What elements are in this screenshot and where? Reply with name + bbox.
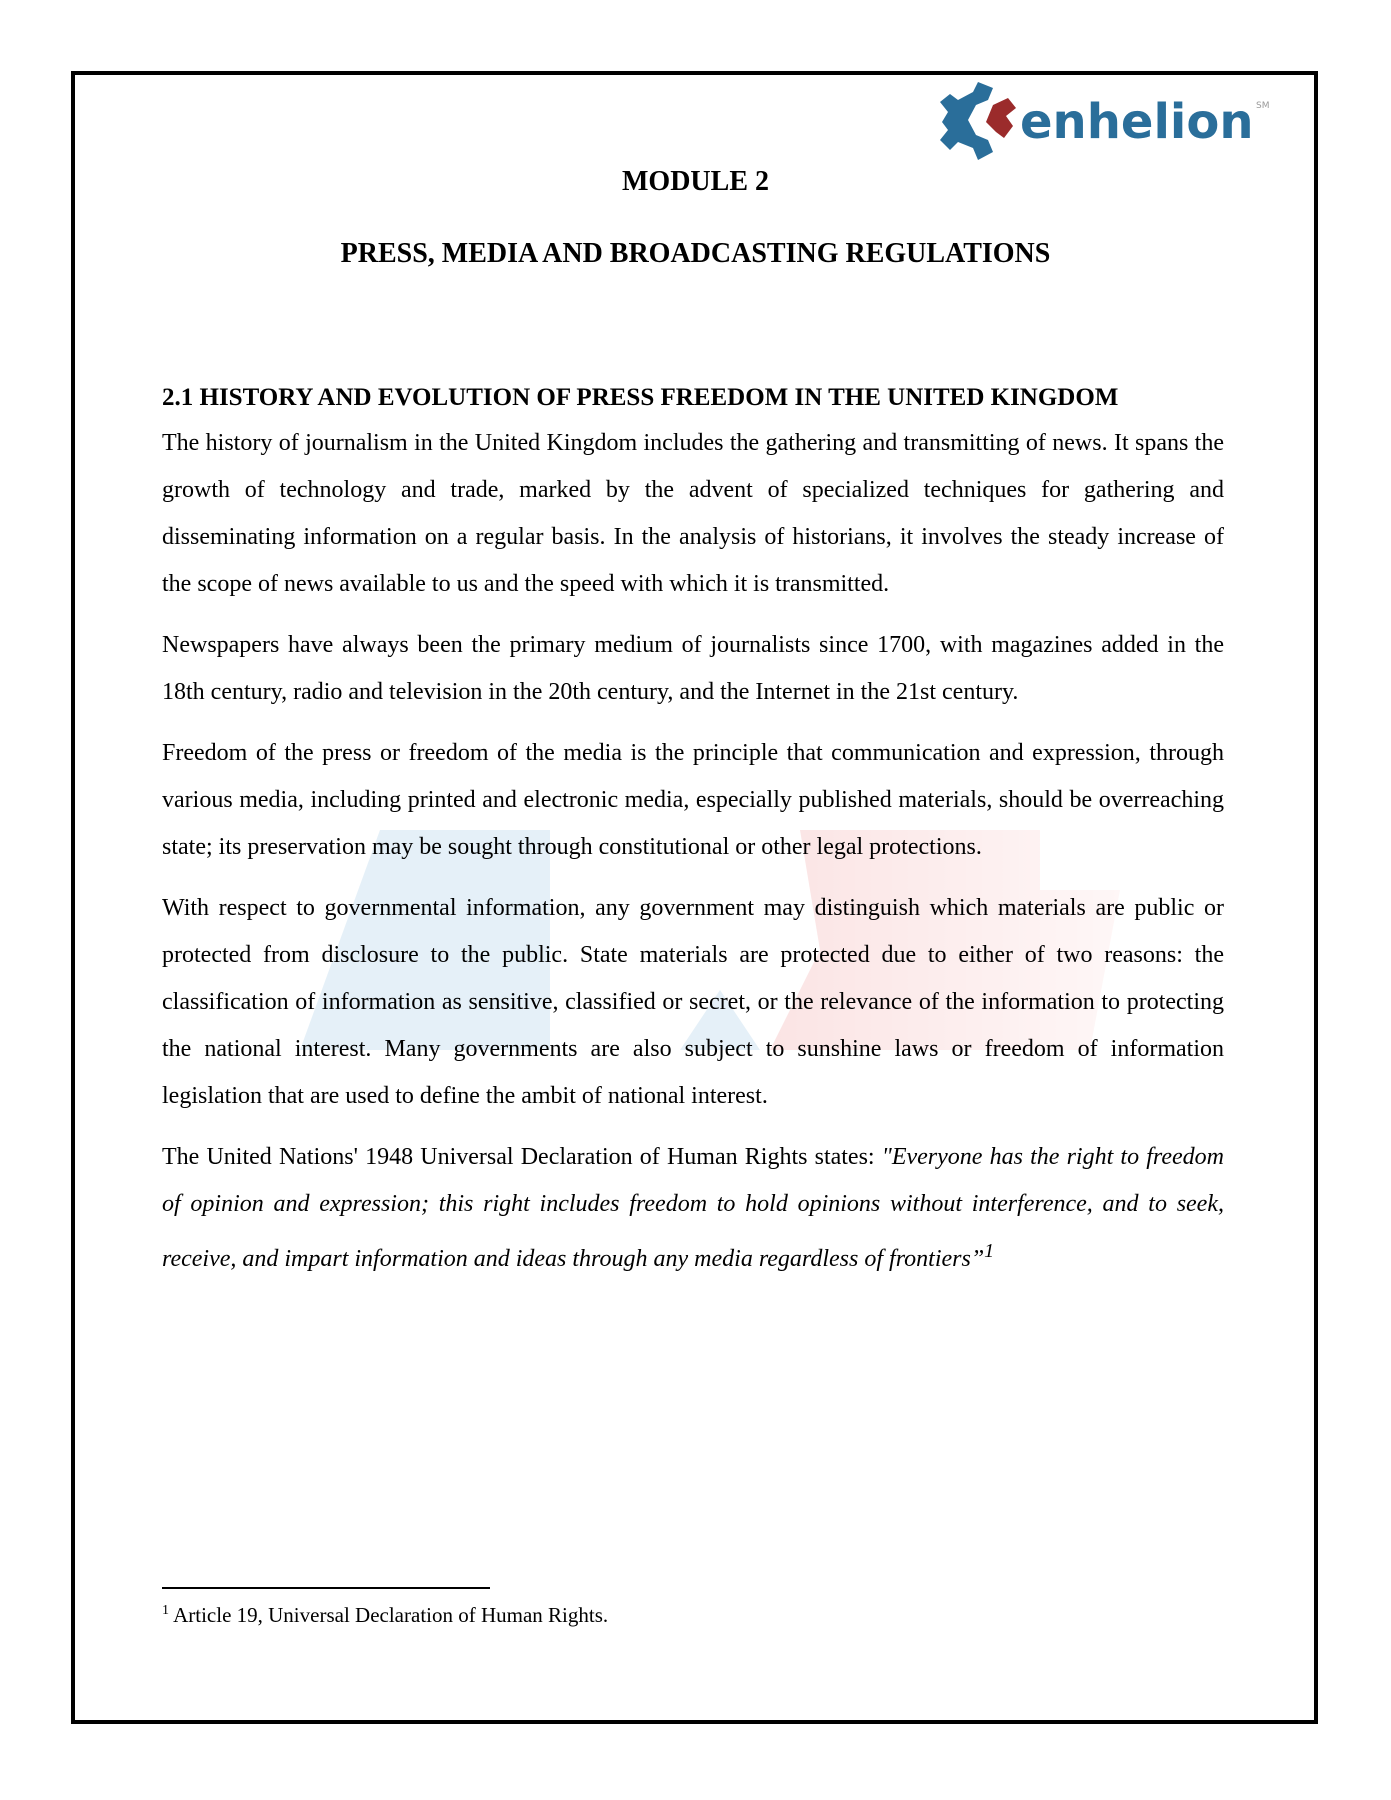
quote-lead: The United Nations' 1948 Universal Declaration of Human Rights states: — [162, 1144, 882, 1170]
svg-text:SM: SM — [1256, 101, 1270, 111]
footnote-ref[interactable]: 1 — [984, 1240, 995, 1262]
footnote — [162, 1603, 608, 1628]
paragraph: Freedom of the press or freedom of the media is the principle that communication and expression, through various media, including printed and electronic media, especially published materials, should be overreaching state; its preservation may be sought through constitutional or other legal protections. — [162, 740, 1224, 860]
document-body — [162, 380, 1224, 1297]
quote-text: "Everyone has the right to freedom of opinion and expression; this right includes freedom to hold opinions without interference, and to seek, receive, and impart information and ideas through any media regardless of frontiers” — [162, 1144, 1224, 1272]
document-title: PRESS, MEDIA AND BROADCASTING REGULATIONS — [340, 238, 1051, 269]
footnote-text: Article 19, Universal Declaration of Human Rights. — [169, 1603, 609, 1627]
paragraph: The history of journalism in the United Kingdom includes the gathering and transmitting of news. It spans the growth of technology and trade, marked by the advent of specialized techniques for gathering and disseminating information on a regular basis. In the analysis of historians, it involves the steady increase of the scope of news available to us and the speed with which it is transmitted. — [162, 430, 1224, 597]
paragraph: With respect to governmental information, any government may distinguish which materials are public or protected from disclosure to the public. State materials are protected due to either of two reasons: the classification of information as sensitive, classified or secret, or the relevance of the information to protecting the national interest. Many governments are also subject to sunshine laws or freedom of information legislation that are used to define the ambit of national interest. — [162, 895, 1224, 1109]
quote-paragraph — [162, 1134, 1224, 1283]
logo-text: enhelion — [1020, 94, 1254, 150]
paragraph: Newspapers have always been the primary medium of journalists since 1700, with magazines added in the 18th century, radio and television in the 20th century, and the Internet in the 21st century. — [162, 632, 1224, 705]
footnote-divider — [162, 1587, 490, 1589]
module-title: MODULE 2 — [622, 166, 769, 197]
footnote-number: 1 — [162, 1603, 169, 1618]
section-heading: 2.1 HISTORY AND EVOLUTION OF PRESS FREEDOM IN THE UNITED KINGDOM — [162, 384, 1119, 411]
enhelion-logo — [938, 80, 1278, 165]
